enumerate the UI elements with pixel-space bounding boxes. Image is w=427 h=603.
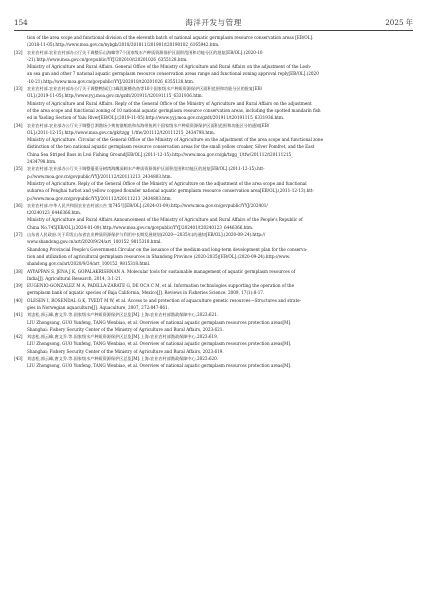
reference-line: 2434798.htm.: [27, 159, 57, 165]
reference-line: 刘忠松,郭云峰,唐文乔.等.国家级水产种质资源保护区总览[M].上海:农业农村部渔政保障中心,2023:620.: [27, 356, 219, 362]
reference-number: [38]: [14, 268, 23, 274]
reference-line: Ministry of Agriculture. Circular of the General Office of the Ministry of Agriculture on the adjustment of the area scope and functional zone: [27, 137, 324, 143]
reference-line: Ministry of Agriculture and Rural Affairs. Reply of the General Office of the Ministry of Agriculture and Rural Affairs on the adjustment: [27, 100, 312, 106]
reference-line: ed in Yaoling Section of Yalu River[EB/OL].(2019-11-05).http://www.yyj.moa.gov.cn/gzdt/201911/t20191115_6331936.htm.: [27, 115, 285, 121]
reference-line: subarea of Penghai turbot and yellow copped flounder national aquatic germplasm resource conservation area[EB/OL].(2011-12-13).htt-: [27, 188, 314, 194]
reference-line: 刘忠松,郭云峰,唐文乔.等.国家级水产种质资源保护区总览[M].上海:农业农村部渔政保障中心,2023:619.: [27, 334, 219, 340]
reference-number: [36]: [14, 202, 23, 208]
reference-line: germplasm bank of aquatic species of Baja California, Mexico[J]. Reviews in Fisheries Science, 2009, 17(1):8-17.: [27, 290, 265, 296]
reference-line: OLESEN I, ROSENDAL G K, TVEDT M W, et al. Access to and protection of aquaculture genetic resources—Structures and strate-: [27, 297, 302, 303]
reference-line: tion of the area scope and functional division of the eleventh batch of national aquatic germplasm resource conservation areas [EB/OL].: [27, 35, 314, 40]
reference-line: of the area scope and functional zoning of 10 national aquatic germplasm resource conservation areas, including the spotted mandarin fish: [27, 107, 321, 113]
reference-entry: [14, 202, 413, 231]
reference-line: OL].(2019-11-05).http://www.yyj.moa.gov.cn/gzdt/201911/t20191115_6331936.htm.: [27, 93, 203, 99]
reference-entry: [14, 231, 413, 267]
page-header: [14, 16, 413, 30]
reference-number: [43]: [14, 356, 23, 362]
reference-entry: [14, 333, 413, 355]
reference-line: tion and utilization of agricultural germplasm resources in Shandong Province (2020-2035)[EB/OL].(2020-09-24).http://www.: [27, 253, 291, 259]
reference-entry: [14, 268, 413, 283]
reference-line: China Sea Striped Bass in Lvsi Fishing Ground[EB/OL].(2011-12-15).http://www.moa.gov.cn/gk/tzgg_1/tfw/201112/t20111215_: [27, 151, 294, 157]
reference-line: 山东省人民政府.关于印发山东省农业种质资源保护与利用中长期发展规划(2020—2035年)的通知[EB/OL].(2020-09-24).http://: [27, 232, 266, 238]
reference-line: LIU Zhongsong, GUO Yunfeng, TANG Wenbiao, et al. Overview of national aquatic germplasm resources protection areas[M].: [27, 319, 292, 325]
reference-line: -21).http://www.moa.gov.cn/govpublic/YYJ/202010/t20201026_6355128.htm.: [27, 56, 188, 62]
reference-entry: [14, 282, 413, 297]
reference-entry: [14, 355, 413, 370]
reference-entry: [14, 85, 413, 121]
reference-line: 农业农村部.中华人民共和国农业农村部公告 第745号[EB/OL].(2024-01-09).http://www.moa.gov.cn/govpublic/YYJ/202401/: [27, 202, 268, 208]
reference-entry: [14, 49, 413, 85]
reference-line: -10-21).http://www.moa.gov.cn/govpublic/YYJ/202010/t20201026_6355128.htm.: [27, 78, 195, 84]
reference-number: [37]: [14, 232, 23, 238]
reference-line: Shanghai: Fishery Security Center of the Ministry of Agriculture and Rural Affairs, 2023:619.: [27, 348, 224, 354]
reference-line: Ministry of Agriculture and Rural Affairs. General Office of the Ministry of Agriculture and Rural Affairs on the adjustment of the Lesh-: [27, 64, 312, 70]
reference-entry: [14, 34, 413, 49]
reference-line: Shandong Provincial People's Government.Circular on the issuance of the medium-and long-term development plan for the conserva-: [27, 246, 308, 252]
reference-number: [35]: [14, 166, 23, 172]
reference-line: India[J]. Agricultural Research, 2014, 3:1-21.: [27, 275, 122, 281]
reference-list: [14, 34, 413, 370]
reference-number: [39]: [14, 283, 23, 289]
reference-number: [40]: [14, 297, 23, 303]
reference-line: China No.745[EB/OL].(2024-01-09).http://www.moa.gov.cn/govpublic/YYJ/202401/t20240123_6446366.htm.: [27, 224, 254, 230]
reference-line: p://www.moa.gov.cn/govpublic/YYJ/201112/t20111213_2434803.htm.: [27, 173, 172, 179]
reference-line: distinction of the two national aquatic germplasm resource conservation areas for the small yellow croaker, Silver Pomfret, and the East: [27, 144, 315, 150]
reference-number: [34]: [14, 122, 23, 128]
reference-line: www.shandong.gov.cn/art/2020/9/24/art_100152_9815318.html.: [27, 239, 162, 245]
reference-line: AYYAPPAN S, JENA J K, GOPALAKRISHNAN A. Molecular tools for sustainable management of aquatic germplasm resources of: [27, 268, 296, 274]
reference-line: 农业农村部.农业部办公厅关于调整蓬莱牙树湾海鹰深刺水产种质资源保护区面积范围和功能区的批复[EB/OL].(2011-12-15).htt-: [27, 166, 265, 172]
journal-title: 海洋开发与管理: [185, 18, 242, 27]
reference-line: 农业农村部.农业部办公厅关于调整吕泗渔场小黄鱼银鲳鱼和东海带鱼两个国家级水产种质资源保护区面积范围和功能区分的通知[EB/: [27, 122, 270, 128]
reference-line: OL].(2011-12-15).http://www.moa.gov.cn/gk/tzgg_1/tfw/201112/t20111215_2434798.htm.: [27, 129, 215, 135]
reference-line: p://www.moa.gov.cn/govpublic/YYJ/201112/t20111213_2434803.htm.: [27, 195, 172, 201]
reference-entry: [14, 311, 413, 333]
reference-line: t20240123_6446366.htm.: [27, 210, 82, 216]
reference-line: an sea gun and other 7 national aquatic germplasm resource conservation areas range and functional zoning approval reply[EB/OL].(2020: [27, 71, 319, 77]
reference-line: LIU Zhongsong, GUO Yunfeng, TANG Wenbiao, et al. Overview of national aquatic germplasm resources protection areas[M].: [27, 363, 292, 369]
reference-line: LIU Zhongsong, GUO Yunfeng, TANG Wenbiao, et al. Overview of national aquatic germplasm resources protection areas[M].: [27, 341, 292, 347]
reference-number: [33]: [14, 86, 23, 92]
reference-line: shandong.gov.cn/art/2020/9/24/art_100152_9815318.html.: [27, 261, 151, 267]
reference-line: 农业农村部.农业农村部办公厅关于调整乐山海蟑等7个国家级水产种质资源保护区面积范围和功能分区的批复[EB/OL].(2020-10: [27, 49, 263, 55]
reference-line: 刘忠松,郭云峰,唐文乔.等.国家级水产种质资源保护区总览[M].上海:农业农村部渔政保障中心,2023:621.: [27, 312, 219, 318]
reference-line: Ministry of Agriculture and Rural Affairs.Announcement of the Ministry of Agriculture and Rural Affairs of the People's Republic of: [27, 217, 303, 223]
reference-entry: [14, 297, 413, 312]
page-number: 154: [14, 18, 28, 27]
reference-entry: [14, 165, 413, 201]
reference-line: EUGENIO-GONZALEZ M A, PADILLA-ZARATE G, DE OCA C M, et al. Information technologies supporting the operation of the: [27, 283, 295, 289]
header-rule: [14, 30, 413, 31]
reference-number: [42]: [14, 334, 23, 340]
publication-year: 2025 年: [385, 18, 413, 27]
reference-number: [41]: [14, 312, 23, 318]
reference-line: Ministry of Agriculture. Reply of the General Office of the Ministry of Agriculture on the adjustment of the area scope and functional: [27, 180, 307, 186]
reference-line: 农业农村部.农业农村部办公厅关于调整鸭绿江口峰段斑鲦鱼鱼等10个国家级水产种质资源保护区面积范围和功能分区的批复[EB/: [27, 86, 263, 92]
reference-entry: [14, 122, 413, 166]
reference-line: (2018-11-05).http://www.moa.gov.cn/nybgb/2018/201811/201901/t20190102_6165942.htm.: [27, 42, 220, 48]
reference-line: Shanghai: Fishery Security Center of the Ministry of Agriculture and Rural Affairs, 2023:621.: [27, 326, 224, 332]
reference-line: gies in Norwegian aquaculture[J]. Aquaculture, 2007, 272:847-861.: [27, 304, 170, 310]
reference-number: [32]: [14, 49, 23, 55]
